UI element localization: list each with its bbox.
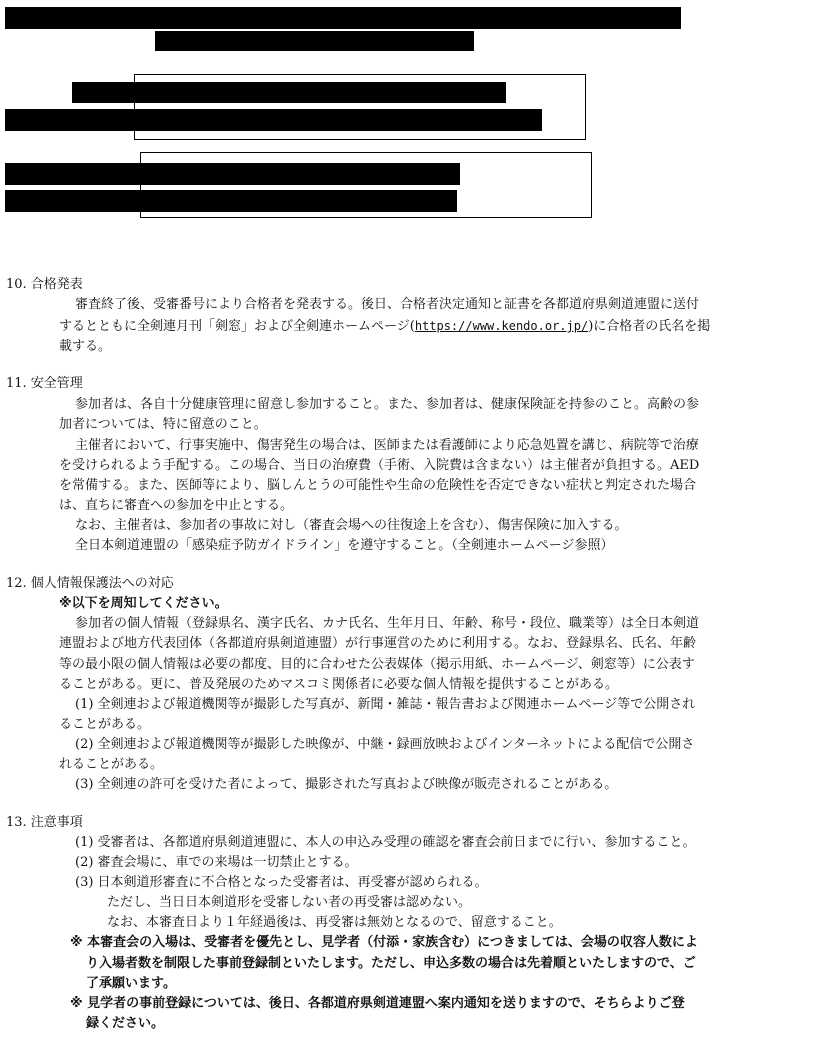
redacted-line-2: [5, 109, 542, 131]
section-12-line: ることがある。: [59, 717, 151, 732]
section-12-heading: 12. 個人情報保護法への対応: [6, 576, 174, 591]
redacted-line-3: [5, 163, 460, 185]
section-12-notice: ※以下を周知してください。: [59, 596, 228, 611]
redacted-title-2: [155, 31, 474, 51]
section-13-line: なお、本審査日より１年経過後は、再受審は無効となるので、留意すること。: [107, 915, 562, 930]
section-10-line-1: 審査終了後、受審番号により合格者を発表する。後日、合格者決定通知と証書を各都道府県剣道連盟に送付: [75, 297, 700, 312]
section-13-line: (3) 日本剣道形審査に不合格となった受審者は、再受審が認められる。: [75, 875, 488, 890]
section-13-note: 録ください。: [86, 1016, 165, 1031]
section-13-line: (2) 審査会場に、車での来場は一切禁止とする。: [75, 855, 358, 870]
section-13-line: ただし、当日日本剣道形を受審しない者の再受審は認めない。: [107, 895, 472, 910]
redacted-line-4: [5, 190, 457, 212]
section-13-heading: 13. 注意事項: [6, 815, 83, 830]
section-12-line: 参加者の個人情報（登録県名、漢字氏名、カナ氏名、生年月日、年齢、称号・段位、職業等）は全日本剣道: [75, 616, 700, 631]
section-10-heading: 10. 合格発表: [6, 277, 83, 292]
section-12-line: (1) 全剣連および報道機関等が撮影した写真が、新聞・雑誌・報告書および関連ホームページ等で公開され: [75, 697, 696, 712]
section-11-line: を受けられるよう手配する。この場合、当日の治療費（手術、入院費は含まない）は主催者が負担する。AED: [59, 458, 700, 473]
section-11-line: 加者については、特に留意のこと。: [59, 417, 267, 432]
section-11-line: は、直ちに審査への参加を中止とする。: [59, 498, 294, 513]
section-10-line-2a: するとともに全剣連月刊「剣窓」および全剣連ホームページ(: [59, 319, 415, 334]
section-13-line: (1) 受審者は、各都道府県剣道連盟に、本人の申込み受理の確認を審査会前日までに行い、参加すること。: [75, 835, 696, 850]
section-13-note: 了承願います。: [86, 976, 176, 991]
section-11-line: を常備する。また、医師等により、脳しんとうの可能性や生命の危険性を否定できない症状と判定された場合: [59, 478, 697, 493]
section-13-note: ※ 見学者の事前登録については、後日、各都道府県剣道連盟へ案内通知を送りますので、そちらよりご登: [70, 996, 685, 1011]
redacted-line-1: [72, 82, 506, 103]
section-10-line-3: 載する。: [59, 339, 112, 354]
section-10-line-2: [59, 316, 710, 337]
section-13-note: ※ 本審査会の入場は、受審者を優先とし、見学者（付添・家族含む）につきましては、会場の収容人数によ: [70, 935, 698, 950]
section-11-heading: 11. 安全管理: [6, 376, 83, 391]
section-12-line: 等の最小限の個人情報は必要の都度、目的に合わせた公表媒体（掲示用紙、ホームページ、剣窓等）に公表す: [59, 657, 695, 672]
redacted-title-1: [5, 7, 681, 29]
section-11-line: 主催者において、行事実施中、傷害発生の場合は、医師または看護師により応急処置を講じ、病院等で治療: [75, 438, 699, 453]
section-12-line: ることがある。更に、普及発展のためマスコミ関係者に必要な個人情報を提供することがある。: [59, 677, 619, 692]
section-10-line-2b: )に合格者の氏名を掲: [588, 319, 711, 334]
section-11-line: なお、主催者は、参加者の事故に対し（審査会場への往復途上を含む）、傷害保険に加入する。: [75, 518, 628, 533]
section-11-line: 全日本剣道連盟の「感染症予防ガイドライン」を遵守すること。（全剣連ホームページ参照）: [75, 538, 614, 553]
section-13-note: り入場者数を制限した事前登録制といたします。ただし、申込多数の場合は先着順といたしますので、ご: [86, 956, 696, 971]
section-12-line: 連盟および地方代表団体（各都道府県剣道連盟）が行事運営のために利用する。なお、登録県名、氏名、年齢: [59, 636, 697, 651]
section-12-line: (3) 全剣連の許可を受けた者によって、撮影された写真および映像が販売されることがある。: [75, 777, 618, 792]
kendo-homepage-link[interactable]: https://www.kendo.or.jp/: [414, 319, 589, 333]
section-12-line: (2) 全剣連および報道機関等が撮影した映像が、中継・録画放映およびインターネットによる配信で公開さ: [75, 737, 695, 752]
section-11-line: 参加者は、各自十分健康管理に留意し参加すること。また、参加者は、健康保険証を持参のこと。高齢の参: [75, 397, 700, 412]
section-12-line: れることがある。: [59, 757, 164, 772]
